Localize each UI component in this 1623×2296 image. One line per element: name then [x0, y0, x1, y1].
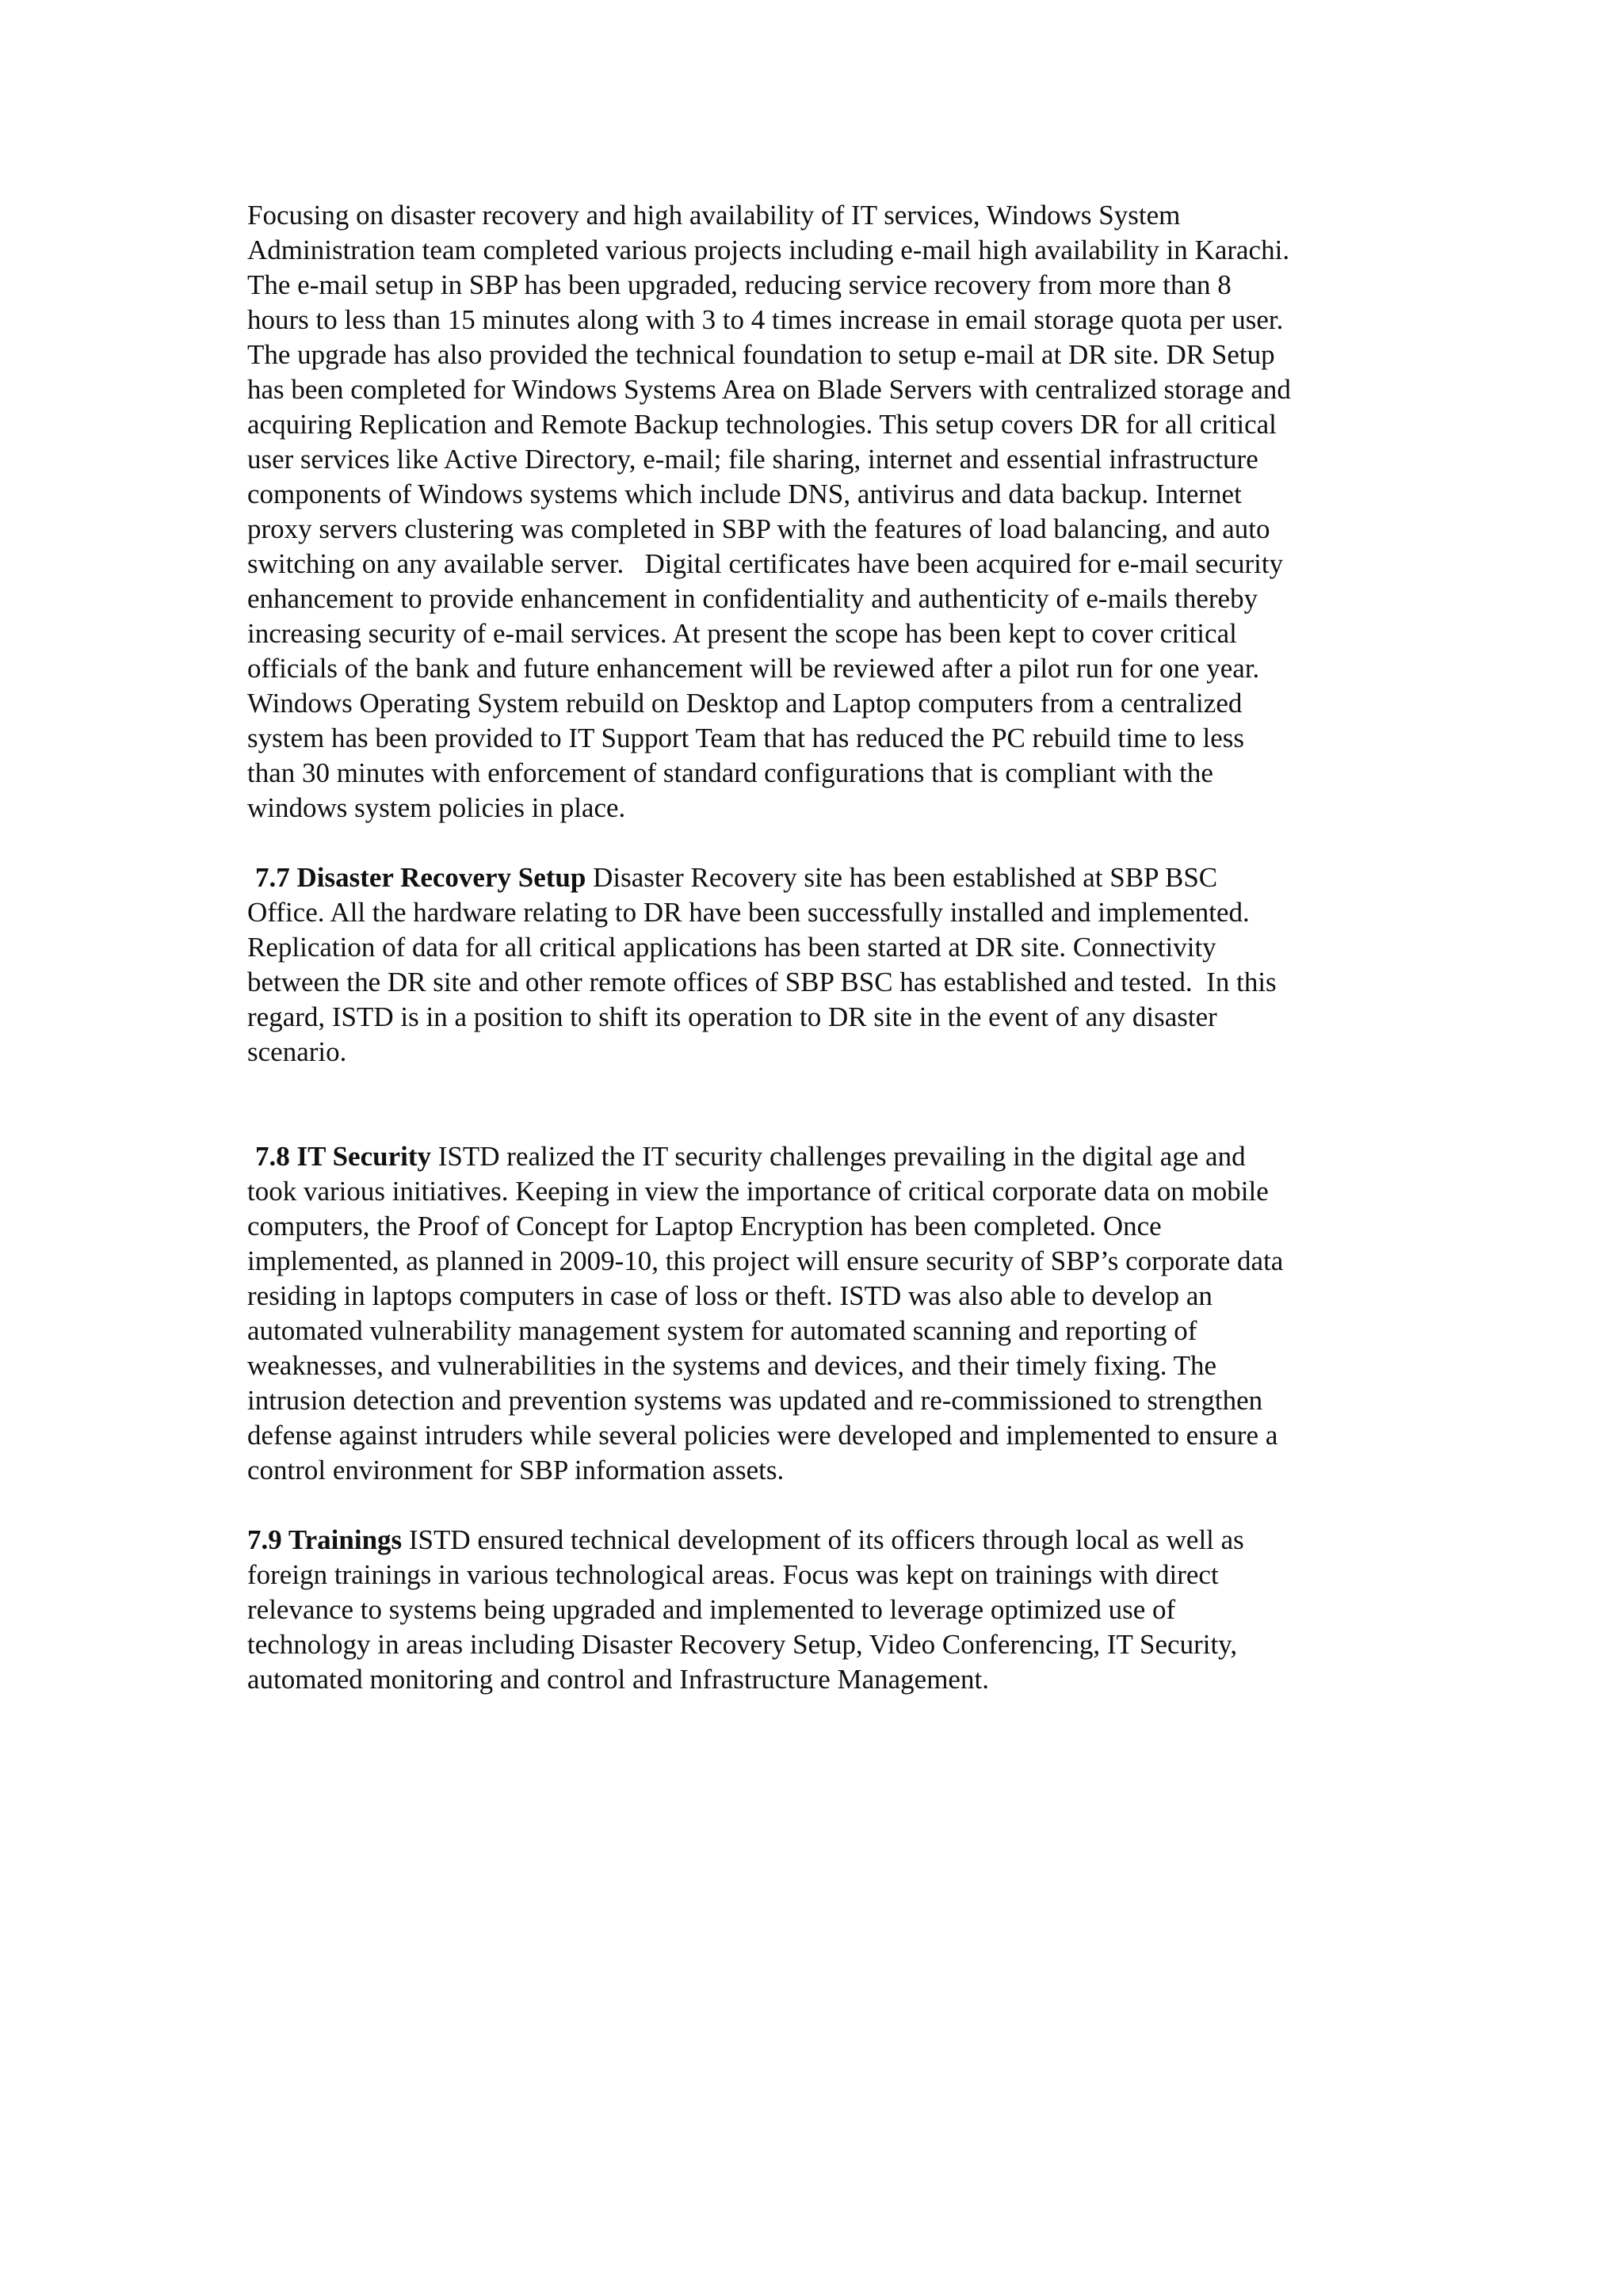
text-line: hours to less than 15 minutes along with 3 to 4 times increase in email storage quota per user.	[247, 304, 1284, 335]
text-line: implemented, as planned in 2009-10, this project will ensure security of SBP’s corporate data	[247, 1245, 1284, 1276]
text-line: The e-mail setup in SBP has been upgraded, reducing service recovery from more than 8	[247, 269, 1232, 300]
text-line	[247, 1139, 1404, 1174]
text-line: increasing security of e-mail services. At present the scope has been kept to cover critical	[247, 618, 1237, 649]
section-disaster-recovery-setup	[247, 860, 1404, 1070]
text-line: components of Windows systems which include DNS, antivirus and data backup. Internet	[247, 479, 1242, 509]
text-line: weaknesses, and vulnerabilities in the systems and devices, and their timely fixing. The	[247, 1350, 1217, 1381]
text-line	[247, 1523, 1404, 1558]
text-line: intrusion detection and prevention systems was updated and re-commissioned to strengthen	[247, 1385, 1263, 1416]
text-line: enhancement to provide enhancement in confidentiality and authenticity of e-mails thereby	[247, 583, 1258, 614]
text-line: Replication of data for all critical applications has been started at DR site. Connectivity	[247, 932, 1216, 963]
text-run: Disaster Recovery site has been established at SBP BSC	[586, 862, 1218, 893]
section-heading: 7.8 IT Security	[255, 1141, 431, 1172]
section-it-security	[247, 1139, 1404, 1488]
text-line: technology in areas including Disaster Recovery Setup, Video Conferencing, IT Security,	[247, 1629, 1238, 1660]
text-line: windows system policies in place.	[247, 792, 626, 823]
text-line: officials of the bank and future enhancement will be reviewed after a pilot run for one year.	[247, 653, 1260, 684]
text-line: foreign trainings in various technological areas. Focus was kept on trainings with direct	[247, 1559, 1219, 1590]
text-line: proxy servers clustering was completed in SBP with the features of load balancing, and auto	[247, 513, 1270, 544]
text-line: scenario.	[247, 1036, 347, 1067]
text-line: automated vulnerability management system for automated scanning and reporting of	[247, 1315, 1197, 1346]
document-page	[247, 198, 1404, 1697]
text-line: than 30 minutes with enforcement of standard configurations that is compliant with the	[247, 757, 1213, 788]
text-line: between the DR site and other remote offices of SBP BSC has established and tested. In this	[247, 967, 1277, 997]
text-line: user services like Active Directory, e-mail; file sharing, internet and essential infrastructure	[247, 444, 1258, 475]
text-line: The upgrade has also provided the technical foundation to setup e-mail at DR site. DR Setup	[247, 339, 1275, 370]
text-line: regard, ISTD is in a position to shift its operation to DR site in the event of any disaster	[247, 1001, 1217, 1032]
text-run: ISTD ensured technical development of its officers through local as well as	[402, 1524, 1244, 1555]
text-line: switching on any available server. Digital certificates have been acquired for e-mail security	[247, 548, 1284, 579]
text-line: control environment for SBP information assets.	[247, 1455, 785, 1486]
text-line: Administration team completed various projects including e-mail high availability in Karachi.	[247, 235, 1290, 265]
text-line: has been completed for Windows Systems Area on Blade Servers with centralized storage and	[247, 374, 1291, 405]
text-line: took various initiatives. Keeping in view the importance of critical corporate data on mobile	[247, 1176, 1269, 1207]
text-line: acquiring Replication and Remote Backup technologies. This setup covers DR for all critical	[247, 409, 1277, 440]
text-line: relevance to systems being upgraded and implemented to leverage optimized use of	[247, 1594, 1176, 1625]
section-heading: 7.7 Disaster Recovery Setup	[255, 862, 586, 893]
section-heading: 7.9 Trainings	[247, 1524, 403, 1555]
text-line: Focusing on disaster recovery and high availability of IT services, Windows System	[247, 200, 1181, 231]
text-line	[247, 860, 1404, 895]
text-line: Windows Operating System rebuild on Desktop and Laptop computers from a centralized	[247, 688, 1243, 719]
text-line: Office. All the hardware relating to DR have been successfully installed and implemented.	[247, 897, 1250, 928]
paragraph-windows-administration	[247, 198, 1404, 826]
text-run: ISTD realized the IT security challenges prevailing in the digital age and	[431, 1141, 1246, 1172]
text-line: computers, the Proof of Concept for Laptop Encryption has been completed. Once	[247, 1211, 1162, 1241]
section-trainings	[247, 1523, 1404, 1697]
text-line: automated monitoring and control and Infrastructure Management.	[247, 1664, 989, 1695]
text-line: residing in laptops computers in case of loss or theft. ISTD was also able to develop an	[247, 1280, 1212, 1311]
text-line: system has been provided to IT Support Team that has reduced the PC rebuild time to less	[247, 723, 1244, 753]
text-line: defense against intruders while several policies were developed and implemented to ensure a	[247, 1420, 1278, 1451]
